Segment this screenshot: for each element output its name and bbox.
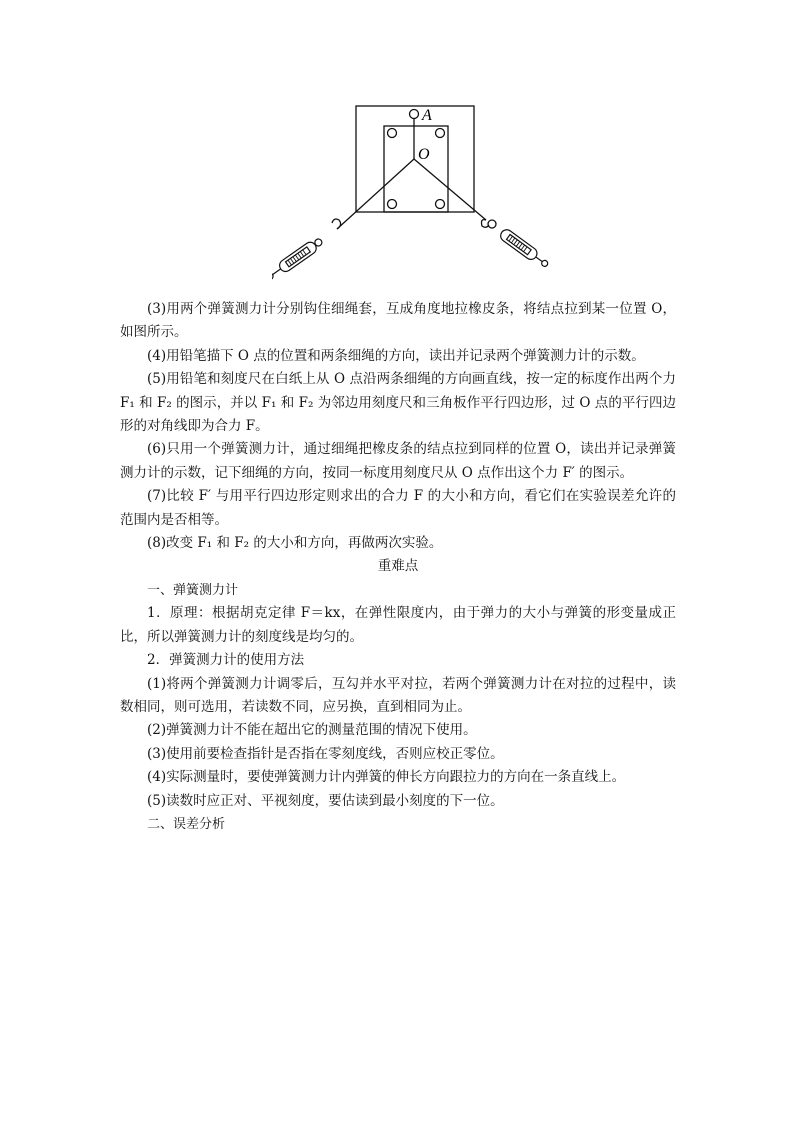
paragraph-step-5: (5)用铅笔和刻度尺在白纸上从 O 点沿两条细绳的方向画直线，按一定的标度作出两个力 F₁ 和 F₂ 的图示，并以 F₁ 和 F₂ 为邻边用刻度尺和三角板作平行四边形，过 O 点的平行四边形的对角线即为合力 F。 — [120, 371, 676, 435]
experiment-figure — [272, 102, 552, 288]
section-heading-error-analysis: 二、误差分析 — [147, 816, 226, 832]
pin-top-center — [410, 110, 419, 119]
section-title: 重难点 — [377, 558, 419, 575]
label-a: A — [422, 107, 432, 124]
usage-item-3: (3)使用前要检查指针是否指在零刻度线，否则应校正零位。 — [147, 745, 504, 762]
usage-item-2: (2)弹簧测力计不能在超出它的测量范围的情况下使用。 — [147, 722, 477, 739]
spring-scale-usage-title: 2．弹簧测力计的使用方法 — [147, 652, 305, 669]
string-right — [414, 159, 486, 220]
paragraph-step-3: (3)用两个弹簧测力计分别钩住细绳套，互成角度地拉橡皮条，将结点拉到某一位置 O，如图所示。 — [120, 301, 676, 341]
paragraph-step-6: (6)只用一个弹簧测力计，通过细绳把橡皮条的结点拉到同样的位置 O，读出并记录弹簧测力计的示数，记下细绳的方向，按同一标度用刻度尺从 O 点作出这个力 F′ 的图示。 — [120, 441, 676, 481]
pin-top-right — [436, 129, 445, 138]
hook-left — [332, 219, 341, 229]
paragraph-step-7: (7)比较 F′ 与用平行四边形定则求出的合力 F 的大小和方向，看它们在实验误差允许的范围内是否相等。 — [120, 488, 676, 528]
text-body — [120, 298, 676, 836]
ring-right — [488, 220, 496, 228]
pin-top-left — [388, 129, 397, 138]
paragraph-step-8: (8)改变 F₁ 和 F₂ 的大小和方向，再做两次实验。 — [147, 535, 443, 552]
string-left — [337, 159, 414, 229]
paragraph-step-4: (4)用铅笔描下 O 点的位置和两条细绳的方向，读出并记录两个弹簧测力计的示数。 — [147, 347, 645, 364]
section-heading-spring-scale: 一、弹簧测力计 — [147, 582, 239, 598]
label-o: O — [418, 146, 430, 163]
spring-scale-right — [498, 227, 550, 270]
pin-bottom-left — [388, 200, 397, 209]
paper-inner — [384, 126, 448, 212]
pin-bottom-right — [436, 200, 445, 209]
spring-scale-left — [272, 236, 325, 283]
usage-item-5: (5)读数时应正对、平视刻度，要估读到最小刻度的下一位。 — [147, 792, 504, 809]
usage-item-1: (1)将两个弹簧测力计调零后，互勾并水平对拉，若两个弹簧测力计在对拉的过程中，读数相同，则可选用，若读数不同，应另换，直到相同为止。 — [120, 675, 676, 715]
usage-item-4: (4)实际测量时，要使弹簧测力计内弹簧的伸长方向跟拉力的方向在一条直线上。 — [147, 769, 626, 786]
spring-scale-principle: 1．原理：根据胡克定律 F＝kx，在弹性限度内，由于弹力的大小与弹簧的形变量成正比，所以弹簧测力计的刻度线是均匀的。 — [120, 605, 676, 645]
